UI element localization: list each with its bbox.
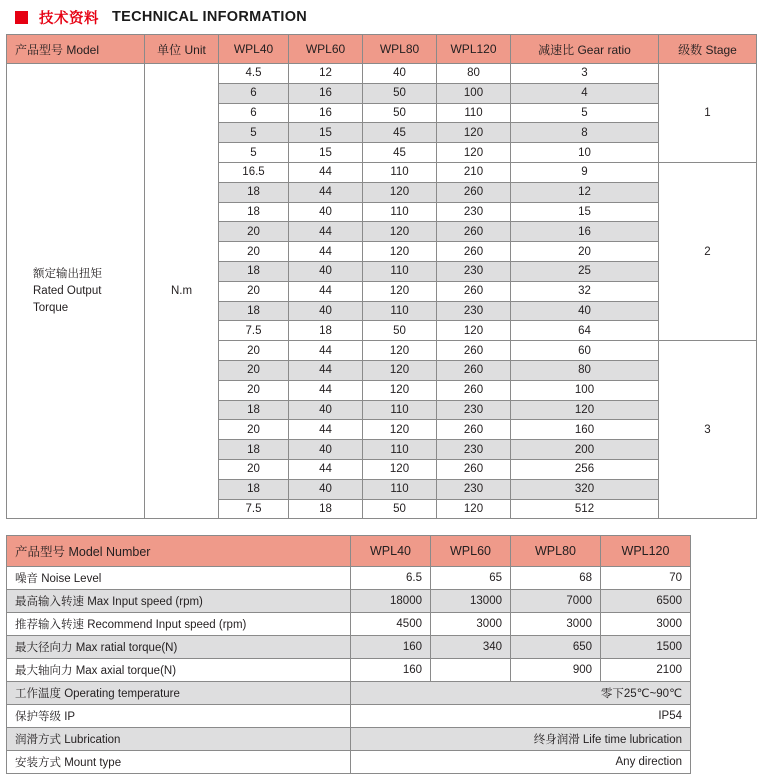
table2-row (7, 613, 691, 636)
table1-cell-wpl120: 260 (437, 380, 511, 400)
table1-cell-wpl120: 260 (437, 222, 511, 242)
table1-cell-wpl40: 6 (219, 103, 289, 123)
table1-cell-wpl120: 230 (437, 301, 511, 321)
table1-cell-wpl120: 210 (437, 162, 511, 182)
table1-cell-gear-ratio: 3 (511, 64, 659, 84)
table1-cell-wpl60: 15 (289, 143, 363, 163)
table2-row (7, 751, 691, 774)
rated-output-torque-table (6, 34, 757, 519)
table2-row-label: 推荐输入转速 Recommend Input speed (rpm) (7, 613, 351, 636)
table1-cell-wpl120: 230 (437, 440, 511, 460)
table2-row-label: 润滑方式 Lubrication (7, 728, 351, 751)
table1-cell-wpl60: 44 (289, 360, 363, 380)
table1-cell-gear-ratio: 320 (511, 479, 659, 499)
table1-cell-wpl60: 44 (289, 380, 363, 400)
table1-cell-wpl60: 40 (289, 301, 363, 321)
table2-cell-wpl40: 160 (351, 636, 431, 659)
rated-torque-table-container (0, 34, 762, 519)
table2-col-wpl40: WPL40 (351, 536, 431, 567)
model-number-spec-table (6, 535, 691, 774)
red-square-marker-icon (15, 11, 28, 24)
table1-cell-gear-ratio: 12 (511, 182, 659, 202)
table2-col-wpl60: WPL60 (431, 536, 511, 567)
table1-row (7, 64, 757, 84)
table1-cell-wpl60: 44 (289, 242, 363, 262)
row-label-en-line1: Rated Output (33, 284, 102, 297)
table1-cell-gear-ratio: 80 (511, 360, 659, 380)
table1-cell-wpl40: 4.5 (219, 64, 289, 84)
table1-unit-cell: N.m (145, 64, 219, 519)
table1-cell-wpl40: 18 (219, 400, 289, 420)
table1-cell-wpl80: 45 (363, 143, 437, 163)
table1-cell-wpl80: 110 (363, 202, 437, 222)
table2-row-label: 安装方式 Mount type (7, 751, 351, 774)
table2-cell-wpl120: 2100 (601, 659, 691, 682)
table1-stage-cell: 2 (659, 162, 757, 340)
table2-cell-wpl60: 340 (431, 636, 511, 659)
table1-cell-wpl60: 40 (289, 400, 363, 420)
table1-cell-wpl120: 230 (437, 261, 511, 281)
table1-cell-wpl40: 18 (219, 301, 289, 321)
table1-cell-wpl60: 18 (289, 499, 363, 519)
table1-cell-wpl40: 7.5 (219, 321, 289, 341)
table1-cell-wpl40: 20 (219, 420, 289, 440)
table2-row (7, 659, 691, 682)
table1-cell-wpl80: 110 (363, 301, 437, 321)
table1-cell-gear-ratio: 120 (511, 400, 659, 420)
table1-cell-wpl80: 120 (363, 222, 437, 242)
table1-cell-wpl60: 40 (289, 261, 363, 281)
table1-cell-wpl60: 16 (289, 83, 363, 103)
table1-cell-wpl40: 20 (219, 281, 289, 301)
table1-cell-wpl80: 110 (363, 479, 437, 499)
table2-cell-wpl80: 3000 (511, 613, 601, 636)
table2-row-label: 最大轴向力 Max axial torque(N) (7, 659, 351, 682)
table1-cell-wpl80: 110 (363, 162, 437, 182)
table1-cell-wpl40: 20 (219, 341, 289, 361)
table2-row (7, 682, 691, 705)
table2-row (7, 590, 691, 613)
table1-cell-wpl40: 18 (219, 261, 289, 281)
table2-merged-value: Any direction (351, 751, 691, 774)
table1-cell-wpl60: 16 (289, 103, 363, 123)
table1-cell-wpl120: 260 (437, 360, 511, 380)
table1-stage-cell: 3 (659, 341, 757, 519)
table2-merged-value: IP54 (351, 705, 691, 728)
table1-cell-wpl120: 80 (437, 64, 511, 84)
table1-cell-wpl60: 44 (289, 420, 363, 440)
table1-cell-wpl60: 18 (289, 321, 363, 341)
table1-cell-gear-ratio: 40 (511, 301, 659, 321)
table2-row-label: 工作温度 Operating temperature (7, 682, 351, 705)
page-title-chinese: 技术资料 (39, 10, 99, 27)
table1-cell-wpl80: 110 (363, 440, 437, 460)
table1-cell-wpl80: 50 (363, 83, 437, 103)
table1-cell-wpl120: 230 (437, 479, 511, 499)
table1-col-wpl60: WPL60 (289, 35, 363, 64)
table1-cell-wpl120: 260 (437, 281, 511, 301)
table1-cell-wpl40: 18 (219, 479, 289, 499)
table1-cell-wpl80: 120 (363, 459, 437, 479)
table1-stage-cell: 1 (659, 64, 757, 163)
table1-cell-wpl80: 120 (363, 360, 437, 380)
table2-row (7, 728, 691, 751)
table1-col-wpl80: WPL80 (363, 35, 437, 64)
table1-cell-wpl120: 100 (437, 83, 511, 103)
table1-cell-wpl60: 44 (289, 182, 363, 202)
table1-col-model: 产品型号 Model (7, 35, 145, 64)
table2-cell-wpl80: 7000 (511, 590, 601, 613)
table1-cell-gear-ratio: 60 (511, 341, 659, 361)
table1-cell-wpl120: 120 (437, 321, 511, 341)
table1-col-stage: 级数 Stage (659, 35, 757, 64)
table1-cell-gear-ratio: 25 (511, 261, 659, 281)
table1-cell-wpl120: 260 (437, 242, 511, 262)
table2-cell-wpl60: 13000 (431, 590, 511, 613)
table1-cell-wpl120: 120 (437, 143, 511, 163)
table1-cell-wpl80: 120 (363, 420, 437, 440)
table1-cell-wpl80: 110 (363, 400, 437, 420)
table1-cell-wpl60: 44 (289, 341, 363, 361)
table1-cell-wpl40: 20 (219, 242, 289, 262)
table1-cell-wpl80: 50 (363, 321, 437, 341)
table1-cell-wpl60: 15 (289, 123, 363, 143)
table2-cell-wpl40: 6.5 (351, 567, 431, 590)
table1-col-gear-ratio: 减速比 Gear ratio (511, 35, 659, 64)
table1-cell-gear-ratio: 512 (511, 499, 659, 519)
table2-row (7, 567, 691, 590)
table1-cell-gear-ratio: 9 (511, 162, 659, 182)
table1-cell-wpl60: 12 (289, 64, 363, 84)
table2-cell-wpl80: 900 (511, 659, 601, 682)
table1-col-unit: 单位 Unit (145, 35, 219, 64)
table1-cell-gear-ratio: 4 (511, 83, 659, 103)
table1-cell-wpl40: 5 (219, 123, 289, 143)
table1-cell-wpl60: 44 (289, 281, 363, 301)
page-title-english: TECHNICAL INFORMATION (112, 9, 308, 25)
table1-cell-wpl40: 18 (219, 182, 289, 202)
table1-header-row (7, 35, 757, 64)
table1-cell-wpl80: 120 (363, 242, 437, 262)
table1-cell-wpl60: 44 (289, 222, 363, 242)
table2-cell-wpl40: 18000 (351, 590, 431, 613)
row-label-en-line2: Torque (33, 301, 69, 314)
table2-cell-wpl60: 3000 (431, 613, 511, 636)
table1-cell-wpl40: 20 (219, 222, 289, 242)
table2-col-model-number: 产品型号 Model Number (7, 536, 351, 567)
table1-cell-wpl60: 40 (289, 479, 363, 499)
table2-row (7, 705, 691, 728)
row-label-cn: 额定输出扭矩 (33, 267, 102, 280)
table2-cell-wpl40: 4500 (351, 613, 431, 636)
table1-cell-gear-ratio: 8 (511, 123, 659, 143)
table1-cell-gear-ratio: 200 (511, 440, 659, 460)
table1-col-wpl120: WPL120 (437, 35, 511, 64)
table1-cell-wpl80: 120 (363, 341, 437, 361)
table1-cell-gear-ratio: 160 (511, 420, 659, 440)
table1-cell-wpl120: 120 (437, 499, 511, 519)
table2-row-label: 最大径向力 Max ratial torque(N) (7, 636, 351, 659)
page-title-bar (0, 0, 762, 34)
table1-cell-gear-ratio: 15 (511, 202, 659, 222)
table1-cell-wpl60: 40 (289, 202, 363, 222)
table1-cell-gear-ratio: 256 (511, 459, 659, 479)
table2-row (7, 636, 691, 659)
table1-cell-wpl80: 120 (363, 182, 437, 202)
table1-cell-gear-ratio: 16 (511, 222, 659, 242)
table1-cell-wpl40: 18 (219, 202, 289, 222)
table1-cell-wpl120: 260 (437, 182, 511, 202)
table2-cell-wpl60: 65 (431, 567, 511, 590)
table1-cell-wpl60: 44 (289, 459, 363, 479)
table1-cell-wpl40: 5 (219, 143, 289, 163)
table1-cell-wpl40: 20 (219, 360, 289, 380)
table2-cell-wpl40: 160 (351, 659, 431, 682)
table1-cell-gear-ratio: 100 (511, 380, 659, 400)
table1-cell-wpl80: 50 (363, 103, 437, 123)
table2-row-label: 噪音 Noise Level (7, 567, 351, 590)
table1-cell-wpl120: 260 (437, 341, 511, 361)
table1-cell-gear-ratio: 10 (511, 143, 659, 163)
table2-cell-wpl80: 68 (511, 567, 601, 590)
table1-cell-wpl120: 260 (437, 420, 511, 440)
table1-cell-wpl80: 120 (363, 380, 437, 400)
table1-cell-wpl40: 20 (219, 380, 289, 400)
table1-cell-wpl40: 20 (219, 459, 289, 479)
table1-cell-gear-ratio: 32 (511, 281, 659, 301)
table2-cell-wpl120: 3000 (601, 613, 691, 636)
table1-cell-wpl120: 110 (437, 103, 511, 123)
table2-merged-value: 终身润滑 Life time lubrication (351, 728, 691, 751)
table2-row-label: 最高输入转速 Max Input speed (rpm) (7, 590, 351, 613)
table2-merged-value: 零下25℃~90℃ (351, 682, 691, 705)
table1-cell-wpl120: 260 (437, 459, 511, 479)
table1-cell-wpl80: 120 (363, 281, 437, 301)
table2-cell-wpl120: 70 (601, 567, 691, 590)
model-number-table-container (0, 519, 762, 774)
table1-cell-wpl60: 44 (289, 162, 363, 182)
table1-cell-wpl80: 40 (363, 64, 437, 84)
table2-row-label: 保护等级 IP (7, 705, 351, 728)
table1-cell-wpl40: 16.5 (219, 162, 289, 182)
table1-cell-wpl120: 120 (437, 123, 511, 143)
table1-cell-wpl120: 230 (437, 202, 511, 222)
table2-cell-wpl80: 650 (511, 636, 601, 659)
table2-cell-wpl120: 6500 (601, 590, 691, 613)
table2-header-row (7, 536, 691, 567)
table1-cell-wpl60: 40 (289, 440, 363, 460)
table1-cell-wpl80: 45 (363, 123, 437, 143)
table2-col-wpl80: WPL80 (511, 536, 601, 567)
table2-cell-wpl60 (431, 659, 511, 682)
table1-cell-wpl40: 18 (219, 440, 289, 460)
table2-cell-wpl120: 1500 (601, 636, 691, 659)
table1-cell-wpl80: 110 (363, 261, 437, 281)
table1-col-wpl40: WPL40 (219, 35, 289, 64)
table1-cell-gear-ratio: 20 (511, 242, 659, 262)
table2-col-wpl120: WPL120 (601, 536, 691, 567)
table1-cell-wpl40: 7.5 (219, 499, 289, 519)
table1-cell-gear-ratio: 5 (511, 103, 659, 123)
table1-cell-wpl40: 6 (219, 83, 289, 103)
table1-cell-gear-ratio: 64 (511, 321, 659, 341)
table1-cell-wpl80: 50 (363, 499, 437, 519)
table1-row-label (7, 64, 145, 519)
table1-cell-wpl120: 230 (437, 400, 511, 420)
